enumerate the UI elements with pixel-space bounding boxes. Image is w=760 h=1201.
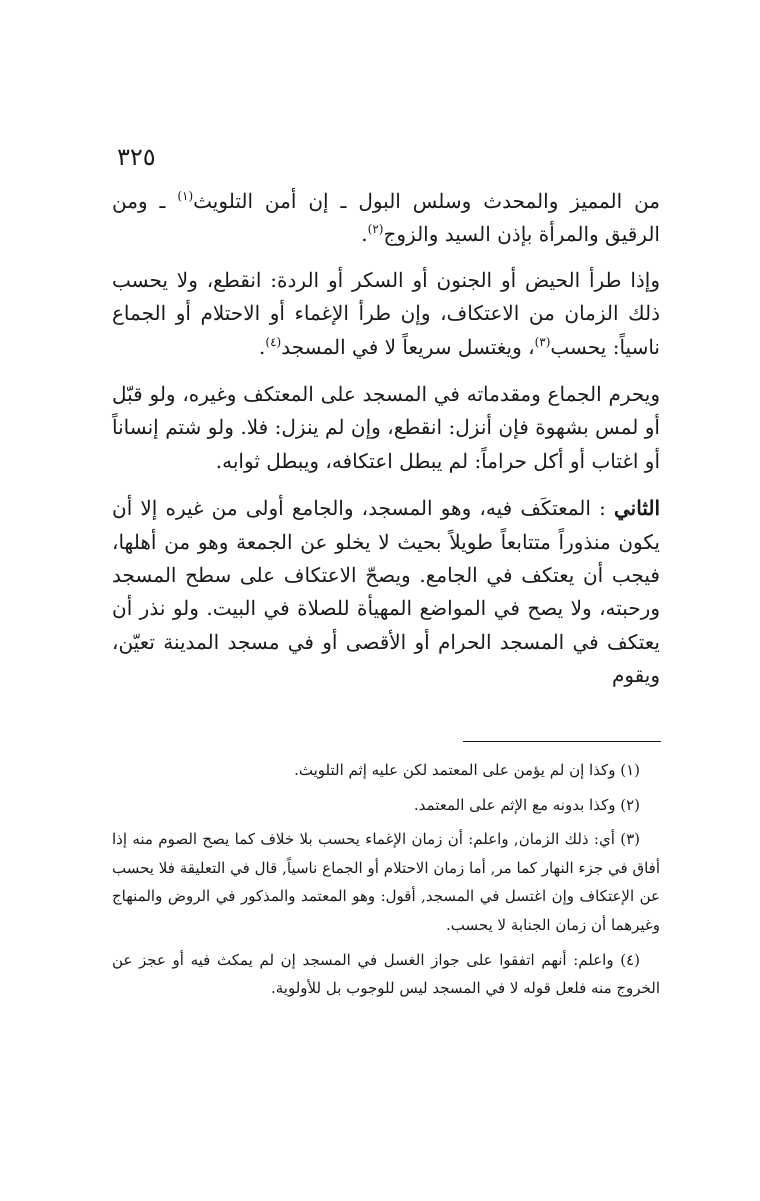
main-text xyxy=(112,185,660,707)
footnote-ref-4[interactable]: (٤) xyxy=(265,334,282,349)
footnote-2: (٢) وكذا بدونه مع الإثم على المعتمد. xyxy=(413,795,640,814)
footnote-ref-2[interactable]: (٢) xyxy=(367,222,384,237)
footnote-ref-1[interactable]: (١) xyxy=(177,189,194,203)
paragraph-4: الثاني : المعتكَف فيه، وهو المسجد، والجامع أولى من غيره إلا أن يكون منذوراً متتابعاً طويلاً بحيث لا يخلو عن الجمعة وهو من أهلها، فيجب أن يعتكف في الجامع. ويصحّ الاعتكاف على سطح المسجد ورحبته، ولا يصح في المواضع المهيأة للصلاة في البيت. ولو نذر أن يعتكف في المسجد الحرام أو الأقصى أو في مسجد المدينة تعيّن، ويقوم xyxy=(112,496,660,688)
footnote-separator xyxy=(463,741,661,742)
footnote-4: (٤) واعلم: أنهم اتفقوا على جواز الغسل في المسجد إن لم يمكث فيه أو عجز عن الخروج منه فلعل قوله لا في المسجد ليس للوجوب بل للأولوية. xyxy=(112,950,660,998)
footnote-1: (١) وكذا إن لم يؤمن على المعتمد لكن عليه إثم التلويث. xyxy=(294,761,640,779)
page-number: ٣٢٥ xyxy=(117,143,156,171)
section-lead: الثاني xyxy=(613,496,660,521)
footnotes xyxy=(112,756,660,1009)
paragraph-2: وإذا طرأ الحيض أو الجنون أو السكر أو الردة: انقطع، ولا يحسب ذلك الزمان من الاعتكاف، وإن طرأ الإغماء أو الاحتلام أو الجماع ناسياً: يحسب$^{(٣)}$، ويغتسل سريعاً لا في المسجد$^{(٤)}$. xyxy=(112,267,661,359)
footnote-3: (٣) أي: ذلك الزمان, واعلم: أن زمان الإغماء يحسب بلا خلاف كما يصح الصوم منه إذا أفاق في جزء النهار كما مر, أما زمان الاحتلام أو الجماع ناسياً, قال في التعليقة فلا يحسب عن الإعتكاف وإن اغتسل في المسجد, أقول: وهو المعتمد والمذكور في الروض والمنهاج وغيرهما أن زمان الجنابة لا يحسب. xyxy=(112,830,660,934)
footnote-ref-3[interactable]: (٣) xyxy=(534,334,551,349)
paragraph-1: من المميز والمحدث وسلس البول ـ إن أمن التلويث$^{(١)}$ ـ ومن الرقيق والمرأة بإذن السيد والزوج$^{(٢)}$. xyxy=(112,189,661,247)
paragraph-3: ويحرم الجماع ومقدماته في المسجد على المعتكف وغيره، ولو قبّل أو لمس بشهوة فإن أنزل: انقطع، وإن لم ينزل: فلا. ولو شتم إنساناً أو اغتاب أو أكل حراماً: لم يبطل اعتكافه، ويبطل ثوابه. xyxy=(112,382,660,473)
